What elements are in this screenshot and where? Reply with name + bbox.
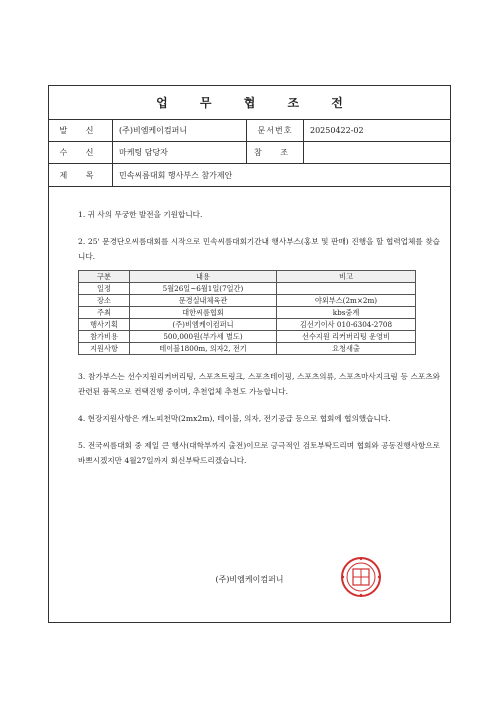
header-grid [49, 120, 450, 164]
subject-value: 민속씨름대회 행사부스 참가제안 [119, 170, 233, 180]
recipient-value: 마케팅 담당자 [113, 142, 247, 164]
paragraph-4: 4. 현장지원사항은 캐노피천막(2mx2m), 테이블, 의자, 전기공급 등으로 협회에 협의했습니다. [78, 414, 391, 423]
recipient-label: 수 신 [49, 142, 113, 164]
table-cell: (주)비엠케이컴퍼니 [130, 319, 277, 331]
table-cell: kbs중계 [277, 307, 416, 319]
paragraph-1: 1. 귀 사의 무궁한 발전을 기원합니다. [78, 210, 203, 219]
table-row [79, 307, 416, 319]
paragraph-5: 5. 전국씨름대회 중 제일 큰 행사(대학부까지 출전)이므로 긍극적인 검토부탁드리며 협회와 공동진행사항으로 바쁘시겠지만 4월27일까지 회신부탁드리겠습니다. [78, 441, 440, 465]
document-title: 업 무 협 조 전 [156, 96, 357, 110]
table-cell: 행사기획 [79, 319, 130, 331]
subject-label: 제 목 [49, 164, 113, 186]
document-frame [48, 85, 451, 623]
table-cell: 일정 [79, 283, 130, 295]
table-row [79, 283, 416, 295]
footer-sender-name: (주)비엠케이컴퍼니 [215, 575, 284, 584]
company-seal-icon [340, 556, 382, 598]
ref-value [304, 142, 450, 164]
table-cell: 주최 [79, 307, 130, 319]
table-cell: 문경실내체육관 [130, 295, 277, 307]
table-row [79, 331, 416, 343]
table-row [79, 319, 416, 331]
table-cell: 선수지원 리커버리팅 운영비 [277, 331, 416, 343]
paragraph-2: 2. 25' 문경단오씨름대회를 시작으로 민속씨름대회기간내 행사부스(홍보 및 판매) 진행을 할 협력업체를 찾습니다. [78, 237, 440, 261]
table-cell: 대한씨름협회 [130, 307, 277, 319]
table-header: 내용 [130, 271, 277, 283]
ref-label: 참 조 [247, 142, 304, 164]
sender-label: 발 신 [49, 120, 113, 142]
table-cell: 장소 [79, 295, 130, 307]
document-body [49, 187, 450, 468]
paragraph-3: 3. 참가부스는 선수지원리커버리팅, 스포츠트링크, 스포츠테이핑, 스포츠의류, 스포츠마사지크림 등 스포츠와 관련된 품목으로 컨택진행 중이며, 추천업체 추천도 가능합니다. [78, 372, 440, 396]
table-header-row [79, 271, 416, 283]
title-row [49, 86, 450, 120]
docno-value: 20250422-02 [304, 120, 450, 142]
table-cell: 5월26일~6월1일(7일간) [130, 283, 277, 295]
event-info-table [78, 270, 416, 355]
table-cell: 참가비용 [79, 331, 130, 343]
table-cell [277, 283, 416, 295]
docno-label: 문서번호 [247, 120, 304, 142]
table-row [79, 295, 416, 307]
sender-value: (주)비엠케이컴퍼니 [113, 120, 247, 142]
table-cell: 500,000원(부가세 별도) [130, 331, 277, 343]
table-cell: 김선기이사 010-6304-2708 [277, 319, 416, 331]
table-row [79, 343, 416, 355]
table-cell: 요청새출 [277, 343, 416, 355]
table-cell: 지원사항 [79, 343, 130, 355]
table-header: 비고 [277, 271, 416, 283]
table-header: 구분 [79, 271, 130, 283]
subject-row [49, 164, 450, 187]
table-cell: 야외부스(2m×2m) [277, 295, 416, 307]
table-cell: 테이블1800m, 의자2, 전기 [130, 343, 277, 355]
